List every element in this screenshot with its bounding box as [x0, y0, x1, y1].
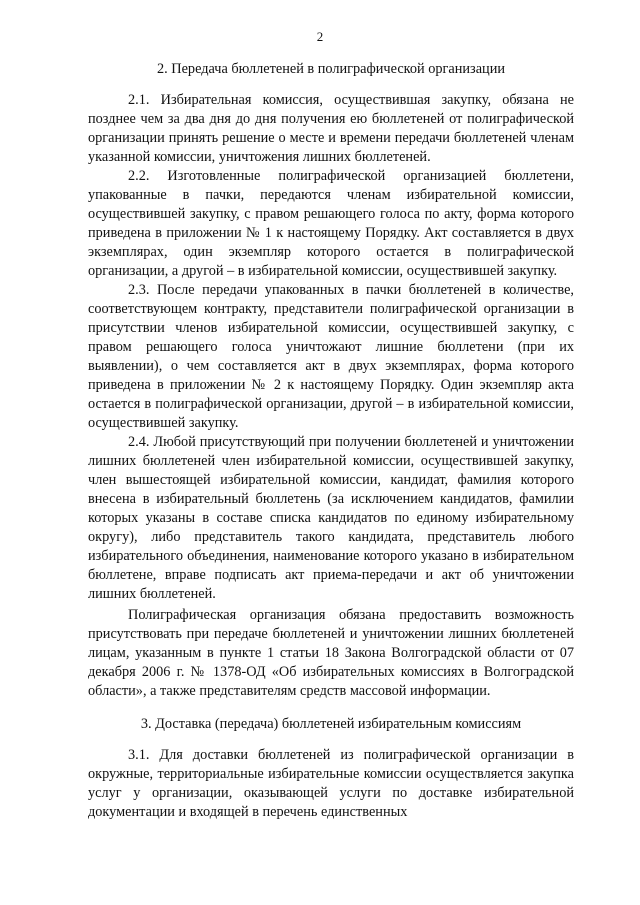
- section-3-heading: 3. Доставка (передача) бюллетеней избирательным комиссиям: [140, 716, 522, 732]
- paragraph-3-1: 3.1. Для доставки бюллетеней из полиграфической организации в окружные, территориальные избирательные комиссии осуществляется закупка услуг у организации, оказывающей услуги по доставке избирательной документации и входящей в перечень единственных: [88, 747, 574, 820]
- paragraph-2-3: 2.3. После передачи упакованных в пачки бюллетеней в количестве, соответствующем контракту, представители полиграфической организации в присутствии членов избирательной комиссии, осуществившей закупку, с правом решающего голоса уничтожают лишние бюллетени (при их выявлении), о чем составляется акт в двух экземплярах, форма которого приведена в приложении № 2 к настоящему Порядку. Один экземпляр акта остается в полиграфической организации, другой – в избирательной комиссии, осуществившей закупку.: [88, 282, 574, 431]
- paragraph-2-1: 2.1. Избирательная комиссия, осуществившая закупку, обязана не позднее чем за два дня до дня получения ею бюллетеней от полиграфической организации принять решение о месте и времени передачи бюллетеней членам указанной комиссии, уничтожения лишних бюллетеней.: [88, 92, 574, 165]
- document-body: [88, 60, 574, 822]
- page-number: 2: [316, 29, 324, 44]
- paragraph-2-4: 2.4. Любой присутствующий при получении бюллетеней и уничтожении лишних бюллетеней член избирательной комиссии, осуществившей закупку, член вышестоящей избирательной комиссии, кандидат, фамилия которого внесена в избирательный бюллетень (за исключением кандидатов, фамилии которых указаны в составе списка кандидатов по единому избирательному округу), либо представитель такого кандидата, представитель любого избирательного объединения, наименование которого указано в избирательном бюллетене, вправе подписать акт приема-передачи и акт об уничтожении лишних бюллетеней.: [88, 434, 574, 602]
- paragraph-2-2: 2.2. Изготовленные полиграфической организацией бюллетени, упакованные в пачки, передаются членам избирательной комиссии, осуществившей закупку, с правом решающего голоса по акту, форма которого приведена в приложении № 1 к настоящему Порядку. Акт составляется в двух экземплярах, один экземпляр которого остается в полиграфической организации, а другой – в избирательной комиссии, осуществившей закупку.: [88, 168, 574, 279]
- section-2-heading: 2. Передача бюллетеней в полиграфической организации: [156, 61, 506, 77]
- paragraph-printing-obligation: Полиграфическая организация обязана предоставить возможность присутствовать при передаче бюллетеней и уничтожении лишних бюллетеней лицам, указанным в пункте 1 статьи 18 Закона Волгоградской области от 07 декабря 2006 г. № 1378-ОД «Об избирательных комиссиях в Волгоградской области», а также представителям средств массовой информации.: [88, 607, 574, 699]
